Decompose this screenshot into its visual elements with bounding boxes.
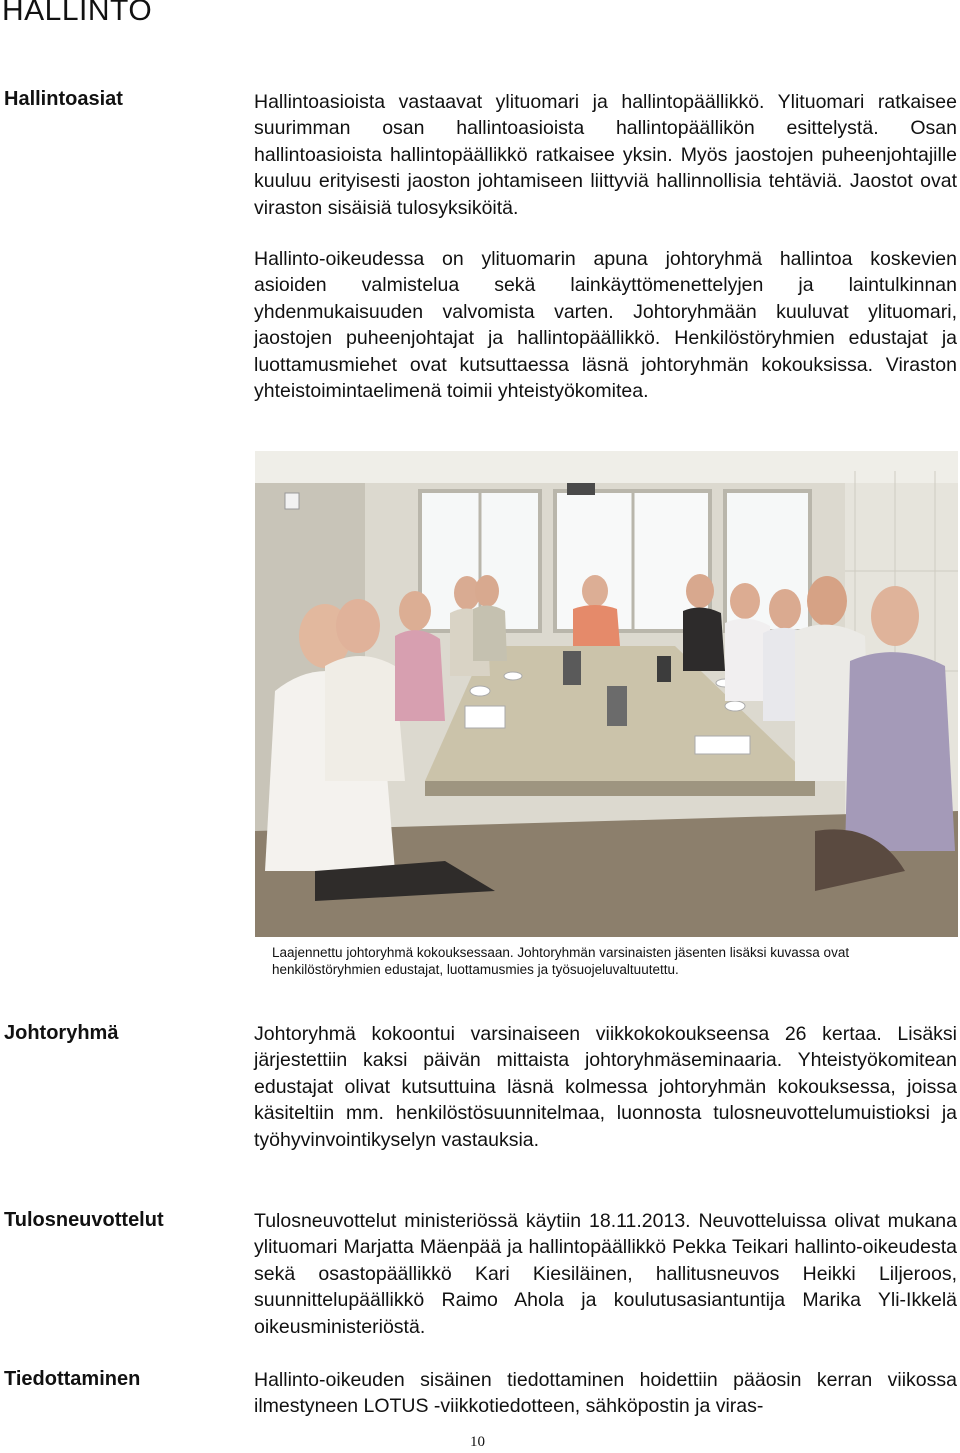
paragraph: Hallintoasioista vastaavat ylituomari ja hallintopäällikkö. Ylituomari ratkaisee suurimman osan hallintoasioista hallintopäällikön esittelystä. Osan hallintoasioista hallintopäällikkö ratkaisee yksin. Myös jaostojen puheenjohtajille kuuluu erityisesti jaoston johtamiseen liittyviä hallinnollisia tehtäviä. Jaostot ovat viraston sisäisiä tulosyksiköitä. [254, 91, 957, 219]
meeting-photo-illustration [255, 451, 958, 937]
section-heading-tiedottaminen: Tiedottaminen [4, 1368, 141, 1390]
page-title: HALLINTO [2, 0, 153, 27]
section-body-tulosneuvottelut [254, 1208, 957, 1340]
paragraph: Johtoryhmä kokoontui varsinaiseen viikkokokoukseensa 26 kertaa. Lisäksi järjestettiin kaksi päivän mittaista johtoryhmäseminaaria. Yhteistyökomitean edustajat olivat kutsuttuina läsnä kolmessa johtoryhmän kokouksessa, joissa käsiteltiin mm. henkilöstösuunnitelmaa, luonnosta tulosneuvottelumuistioksi ja työhyvinvointikyselyn vastauksia. [254, 1023, 957, 1151]
paragraph: Hallinto-oikeuden sisäinen tiedottaminen hoidettiin pääosin kerran viikossa ilmestyneen LOTUS -viikkotiedotteen, sähköpostin ja viras- [254, 1369, 957, 1418]
photo-caption: Laajennettu johtoryhmä kokouksessaan. Johtoryhmän varsinaisten jäsenten lisäksi kuvassa ovat henkilöstöryhmien edustajat, luottamusmies ja työsuojeluvaltuutettu. [272, 945, 850, 977]
section-body-tiedottaminen [254, 1367, 957, 1420]
section-body-hallintoasiat [254, 89, 957, 404]
section-heading-johtoryhma: Johtoryhmä [4, 1022, 119, 1044]
page-number: 10 [470, 1434, 485, 1450]
paragraph: Hallinto-oikeudessa on ylituomarin apuna johtoryhmä hallintoa koskevien asioiden valmistelua sekä lainkäyttömenettelyjen ja laintulkinnan yhdenmukaisuuden valvomista varten. Johtoryhmään kuuluvat ylituomari, jaostojen puheenjohtajat ja hallintopäällikkö. Henkilöstöryhmien edustajat ja luottamusmiehet ovat kutsuttaessa läsnä johtoryhmän kokouksissa. Viraston yhteistoimintaelimenä toimii yhteistyökomitea. [254, 248, 957, 403]
section-body-johtoryhma [254, 1021, 957, 1153]
paragraph: Tulosneuvottelut ministeriössä käytiin 18.11.2013. Neuvotteluissa olivat mukana ylituomari Marjatta Mäenpää ja hallintopäällikkö Pekka Teikari hallinto-oikeudesta sekä osastopäällikkö Kari Kiesiläinen, hallitusneuvos Heikki Liljeroos, suunnittelupäällikkö Raimo Ahola ja koulutusasiantuntija Marika Yli-Ikkelä oikeusministeriöstä. [254, 1210, 957, 1338]
section-heading-hallintoasiat: Hallintoasiat [4, 88, 123, 110]
meeting-photo [255, 451, 958, 937]
section-heading-tulosneuvottelut: Tulosneuvottelut [4, 1209, 164, 1231]
